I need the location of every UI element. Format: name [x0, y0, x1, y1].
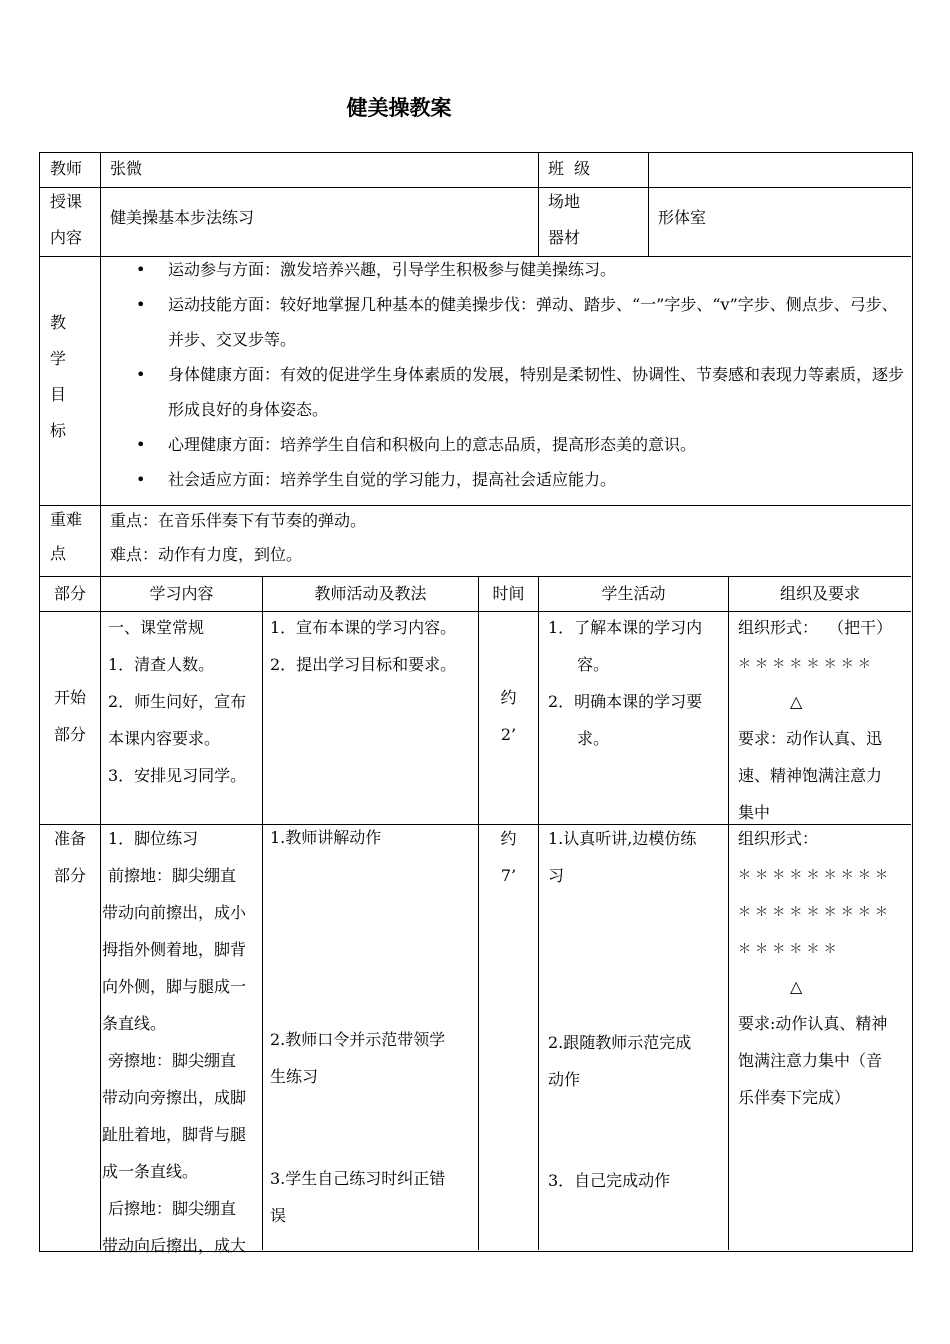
column-header-time: 时间 [492, 584, 525, 603]
key-point: 重点：在音乐伴奏下有节奏的弹动。 [110, 511, 367, 530]
key-points-label: 重难 点 [50, 510, 83, 563]
section-time: 约 7’ [500, 829, 517, 885]
col-divider [262, 576, 263, 1250]
row-divider [39, 187, 911, 188]
column-header-content: 学习内容 [149, 584, 214, 603]
objectives-label: 教 学 目 标 [50, 313, 67, 440]
section-organization: 组织形式： （把干） ＊ ＊ ＊ ＊ ＊ ＊ ＊ ＊ △ 要求：动作认真、迅 速、精神饱满注意力 集中 [738, 618, 893, 822]
student-activity-1: 1.认真听讲,边模仿练 习 [548, 829, 697, 885]
objectives-list [108, 252, 908, 497]
column-header-part: 部分 [53, 584, 86, 603]
col-divider [538, 152, 539, 256]
column-header-teacher: 教师活动及教法 [314, 584, 427, 603]
content-label: 授课 内容 [50, 192, 83, 247]
teacher-value: 张微 [110, 159, 143, 178]
objective-item: • 社会适应方面：培养学生自觉的学习能力，提高社会适应能力。 [108, 462, 908, 497]
col-divider [100, 152, 101, 1250]
teacher-activity-3: 3.学生自己练习时纠正错 误 [270, 1169, 446, 1225]
section-content: 1．脚位练习 前擦地：脚尖绷直 带动向前擦出，成小 拇指外侧着地，脚背 向外侧，脚与腿成一 条直线。 旁擦地：脚尖绷直 带动向旁擦出，成脚 趾肚着地，脚背与腿 成一条直线。 后擦地：脚尖绷直 带动向后擦出，成大 [102, 829, 247, 1255]
col-divider [538, 576, 539, 1250]
page-title: 健美操教案 [346, 96, 452, 120]
venue-value: 形体室 [658, 208, 707, 227]
col-divider [728, 576, 729, 1250]
difficult-point: 难点：动作有力度，到位。 [110, 545, 303, 564]
content-value: 健美操基本步法练习 [110, 208, 255, 227]
col-divider [478, 576, 479, 1250]
class-label: 班 级 [548, 159, 591, 178]
section-student-activity: 1．了解本课的学习内 容。 2．明确本课的学习要 求。 [548, 618, 703, 748]
section-part-label: 准备 部分 [53, 829, 86, 885]
section-teacher-activity: 1．宣布本课的学习内容。 2．提出学习目标和要求。 [270, 618, 457, 674]
section-content: 一、课堂常规 1．清查人数。 2．师生问好，宣布 本课内容要求。 3．安排见习同学。 [108, 618, 247, 785]
column-header-org: 组织及要求 [779, 584, 860, 603]
teacher-activity-2: 2.教师口令并示范带领学 生练习 [270, 1030, 446, 1086]
column-header-student: 学生活动 [601, 584, 666, 603]
student-activity-2: 2.跟随教师示范完成 动作 [548, 1033, 692, 1089]
venue-label: 场地 器材 [548, 192, 581, 247]
objective-item: • 运动参与方面：激发培养兴趣，引导学生积极参与健美操练习。 [108, 252, 908, 287]
section-organization: 组织形式： ＊ ＊ ＊ ＊ ＊ ＊ ＊ ＊ ＊ ＊ ＊ ＊ ＊ ＊ ＊ ＊ ＊ ＊ ＊ ＊ ＊ ＊ ＊ ＊ △ 要求:动作认真、精神 饱满注意力集中（音 乐伴奏下完成） [738, 829, 889, 1107]
teacher-activity-1: 1.教师讲解动作 [270, 828, 382, 847]
section-time: 约 2’ [500, 688, 517, 744]
objective-item: • 运动技能方面：较好地掌握几种基本的健美操步伐：弹动、踏步、“一”字步、“v”字步、侧点步、弓步、并步、交叉步等。 [108, 287, 908, 357]
col-divider [648, 152, 649, 256]
section-part-label: 开始 部分 [53, 688, 86, 744]
teacher-label: 教师 [50, 159, 83, 178]
objective-item: • 心理健康方面：培养学生自信和积极向上的意志品质，提高形态美的意识。 [108, 427, 908, 462]
student-activity-3: 3．自己完成动作 [548, 1171, 671, 1190]
objective-item: • 身体健康方面：有效的促进学生身体素质的发展，特别是柔韧性、协调性、节奏感和表现力等素质，逐步形成良好的身体姿态。 [108, 357, 908, 427]
